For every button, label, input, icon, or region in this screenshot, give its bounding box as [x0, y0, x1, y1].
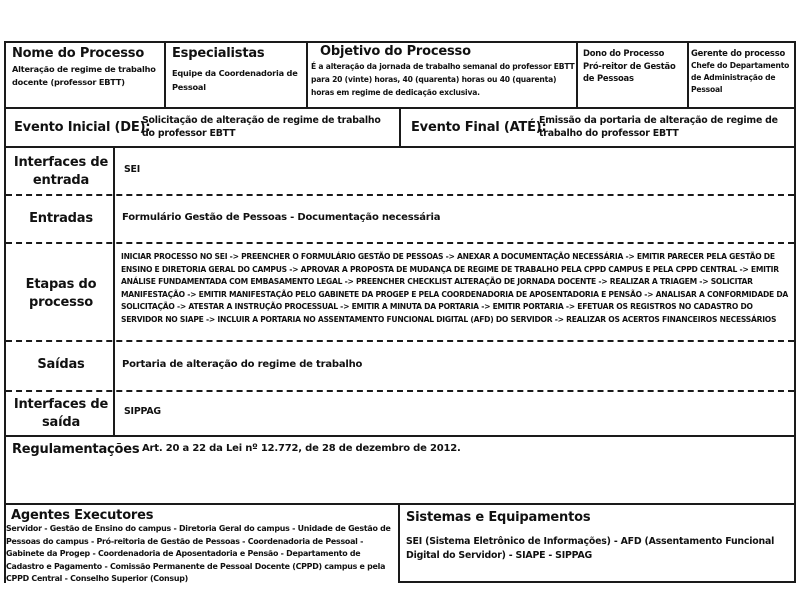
- dashed-divider: [6, 194, 794, 196]
- nome-do-processo-value: Alteração de regime de trabalho docente (professor EBTT): [12, 64, 156, 87]
- objetivo-value: É a alteração da jornada de trabalho semanal do professor EBTT para 20 (vinte) horas, 40 (quarenta) horas ou 40 (quarenta) horas em regime de dedicação exclusiva.: [311, 62, 575, 97]
- gerente-value: Chefe do Departamento de Administração de Pessoal: [691, 60, 790, 94]
- divider: [399, 107, 401, 148]
- dashed-divider: [6, 390, 794, 392]
- etapas-label: Etapas do processo: [25, 277, 97, 310]
- evento-inicial-label: Evento Inicial (DE):: [14, 120, 151, 135]
- dono-cell: [583, 47, 685, 85]
- interfaces-saida-label: Interfaces de saída: [13, 397, 109, 430]
- entradas-value: Formulário Gestão de Pessoas - Documentação necessária: [122, 212, 441, 223]
- interfaces-saida-value: SIPPAG: [124, 406, 161, 417]
- divider: [164, 41, 166, 109]
- especialistas-title: Especialistas: [172, 46, 265, 61]
- evento-final-label: Evento Final (ATÉ):: [411, 120, 547, 135]
- dashed-divider: [6, 340, 794, 342]
- entradas-label: Entradas: [29, 211, 93, 226]
- interfaces-entrada-value: SEI: [124, 164, 141, 175]
- saidas-value: Portaria de alteração do regime de trabalho: [122, 359, 363, 370]
- regulamentacoes-value: Art. 20 a 22 da Lei nº 12.772, de 28 de dezembro de 2012.: [142, 443, 461, 454]
- etapas-value: INICIAR PROCESSO NO SEI -> PREENCHER O FORMULÁRIO GESTÃO DE PESSOAS -> ANEXAR A DOCUMENTAÇÃO NECESSÁRIA -> EMITIR PARECER PELA GESTÃO DE ENSINO E DIRETORIA GERAL DO CAMPUS -> APROVAR A PROPOSTA DE MUDANÇA DE REGIME DE TRABALHO PELA CPPD CAMPUS E PELA CPPD CENTRAL -> EMITIR ANÁLISE FUNDAMENTADA COM EMBASAMENTO LEGAL -> PREENCHER CHECKLIST ALTERAÇÃO DE JORNADA DOCENTE -> REALIZAR A TRIAGEM -> SOLICITAR MANIFESTAÇÃO -> EMITIR MANIFESTAÇÃO PELO GABINETE DA PROGEP E PELA COORDENADORIA DE APOSENTADORIA E PENSÃO -> ANALISAR A CONFORMIDADE DA SOLICITAÇÃO -> ATESTAR A INSTRUÇÃO PROCESSUAL -> EMITIR A MINUTA DA PORTARIA -> EMITIR PORTARIA -> EFETUAR OS REGISTROS NO CADASTRO DO SERVIDOR NO SIAPE -> INCLUIR A PORTARIA NO ASSENTAMENTO FUNCIONAL DIGITAL (AFD) DO SERVIDOR -> REALIZAR OS ACERTOS FINANCEIROS NECESSÁRIOS: [121, 252, 789, 324]
- regulamentacoes-label: Regulamentações: [12, 442, 140, 457]
- gerente-cell: [691, 47, 795, 96]
- divider: [576, 41, 578, 109]
- evento-final-value: Emissão da portaria de alteração de regime de trabalho do professor EBTT: [539, 115, 778, 139]
- dashed-divider: [6, 242, 794, 244]
- especialistas-cell: [172, 46, 304, 94]
- dono-title: Dono do Processo: [583, 48, 665, 58]
- divider: [687, 41, 689, 109]
- agentes-value: Servidor - Gestão de Ensino do campus - Diretoria Geral do campus - Unidade de Gestão de Pessoas do campus - Pró-reitoria de Gestão de Pessoas - Coordenadoria de Pessoal - Gabinete da Progep - Coordenadoria de Aposentadoria e Pensão - Departamento de Cadastro e Pagamento - Comissão Permanente de Pessoal Docente (CPPD) campus e pela CPPD Central - Conselho Superior (Consup): [6, 524, 391, 584]
- dono-value: Pró-reitor de Gestão de Pessoas: [583, 60, 676, 83]
- sistemas-value: SEI (Sistema Eletrônico de Informações) - AFD (Assentamento Funcional Digital do Servidor) - SIAPE - SIPPAG: [406, 536, 775, 561]
- saidas-label: Saídas: [37, 357, 85, 372]
- nome-do-processo-cell: [12, 46, 162, 88]
- gerente-title: Gerente do processo: [691, 48, 786, 58]
- divider: [306, 41, 308, 109]
- agentes-executores-cell: [6, 509, 398, 586]
- nome-do-processo-title: Nome do Processo: [12, 46, 145, 61]
- divider: [113, 146, 115, 437]
- objetivo-cell: [311, 44, 575, 99]
- sistemas-title: Sistemas e Equipamentos: [406, 510, 591, 525]
- sistemas-equipamentos-cell: [406, 510, 792, 563]
- especialistas-value: Equipe da Coordenadoria de Pessoal: [172, 68, 298, 92]
- evento-inicial-value: Solicitação de alteração de regime de trabalho do professor EBTT: [142, 115, 381, 139]
- agentes-title: Agentes Executores: [11, 508, 154, 523]
- objetivo-title: Objetivo do Processo: [320, 44, 471, 59]
- interfaces-entrada-label: Interfaces de entrada: [13, 155, 109, 188]
